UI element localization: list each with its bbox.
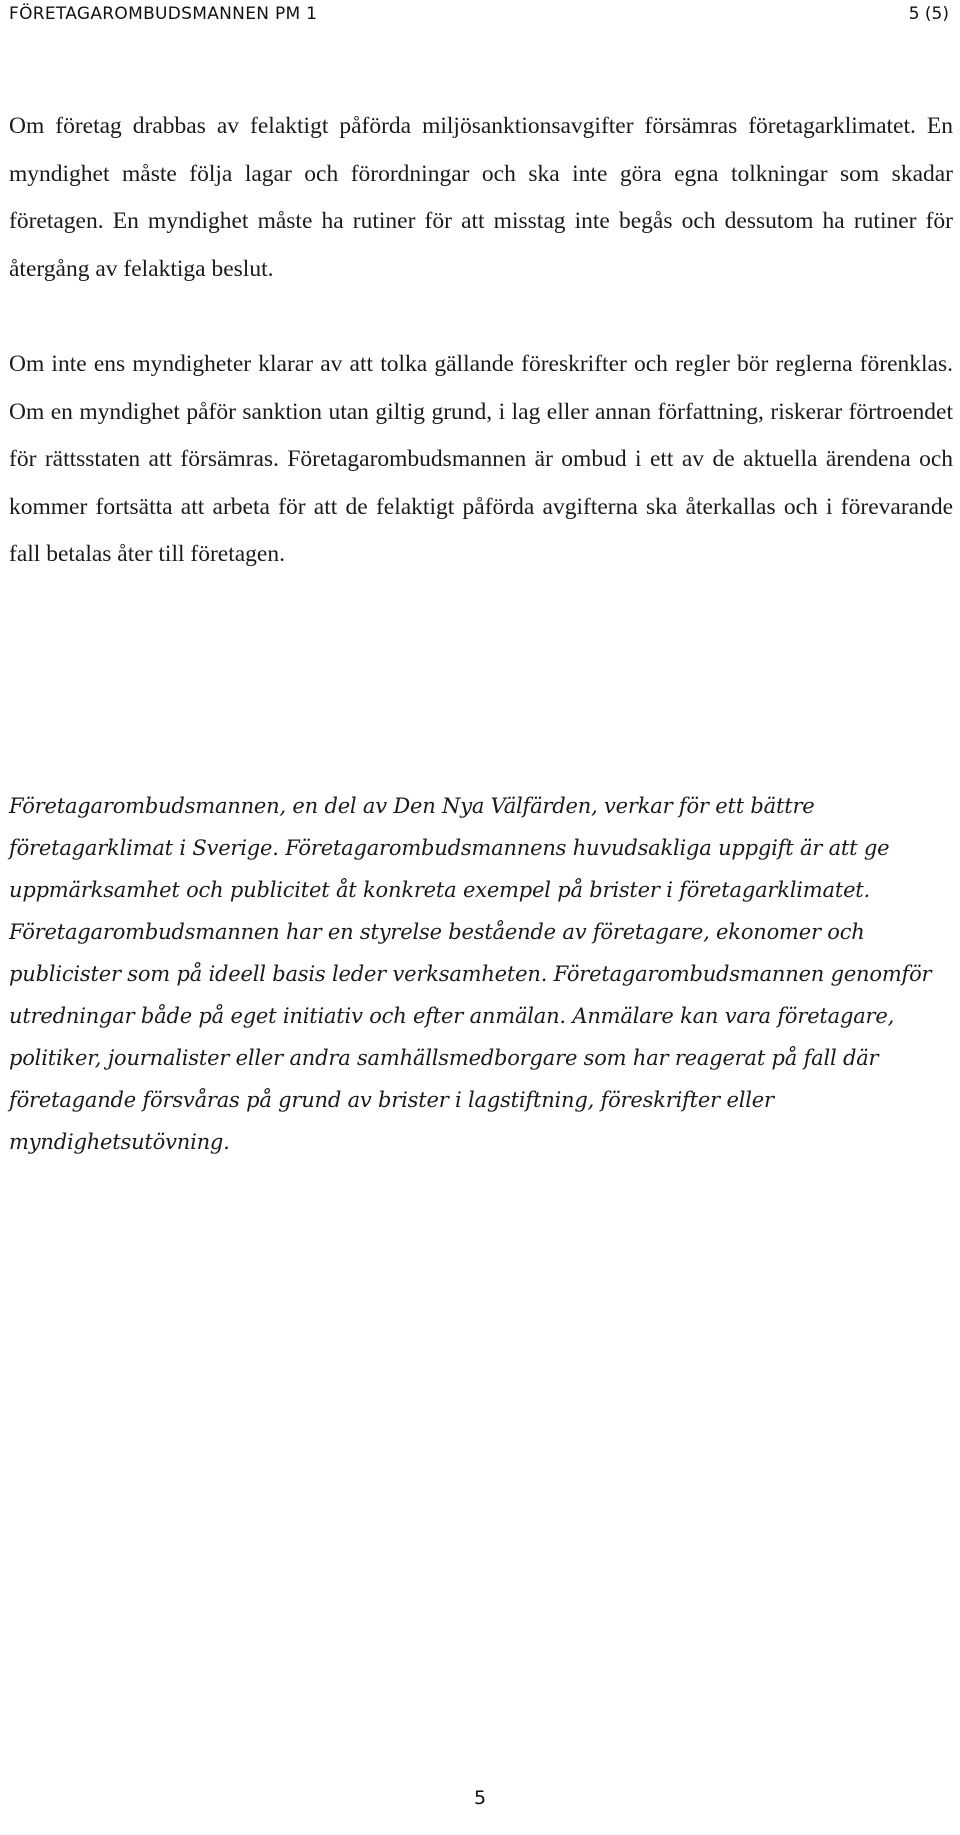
organization-description: [9, 785, 953, 1163]
page-number: 5: [473, 1787, 487, 1809]
body-section-1: [9, 103, 953, 293]
body-paragraph-1: Om företag drabbas av felaktigt påförda miljösanktionsavgifter försämras företagarklimatet. En myndighet måste följa lagar och förordningar och ska inte göra egna tolkningar som skadar företagen. En myndighet måste ha rutiner för att misstag inte begås och dessutom ha rutiner för återgång av felaktiga beslut.: [9, 113, 953, 282]
organization-description-text: Företagarombudsmannen, en del av Den Nya Välfärden, verkar för ett bättre företagarklimat i Sverige. Företagarombudsmannens huvudsakliga uppgift är att ge uppmärksamhet och publicitet åt konkreta exempel på brister i företagarklimatet. Företagarombudsmannen har en styrelse bestående av företagare, ekonomer och publicister som på ideell basis leder verksamheten. Företagarombudsmannen genomför utredningar både på eget initiativ och efter anmälan. Anmälare kan vara företagare, politiker, journalister eller andra samhällsmedborgare som har reagerat på fall där företagande försvåras på grund av brister i lagstiftning, föreskrifter eller myndighetsutövning.: [9, 794, 932, 1154]
page-header: [0, 0, 960, 46]
document-title: FÖRETAGAROMBUDSMANNEN PM 1: [9, 4, 318, 24]
body-paragraph-2: Om inte ens myndigheter klarar av att tolka gällande föreskrifter och regler bör reglerna förenklas. Om en myndighet påför sanktion utan giltig grund, i lag eller annan författning, riskerar förtroendet för rättsstaten att försämras. Företagarombudsmannen är ombud i ett av de aktuella ärendena och kommer fortsätta att arbeta för att de felaktigt påförda avgifterna ska återkallas och i förevarande fall betalas åter till företagen.: [9, 351, 953, 567]
body-section-2: [9, 341, 953, 579]
page-count: 5 (5): [908, 4, 949, 24]
